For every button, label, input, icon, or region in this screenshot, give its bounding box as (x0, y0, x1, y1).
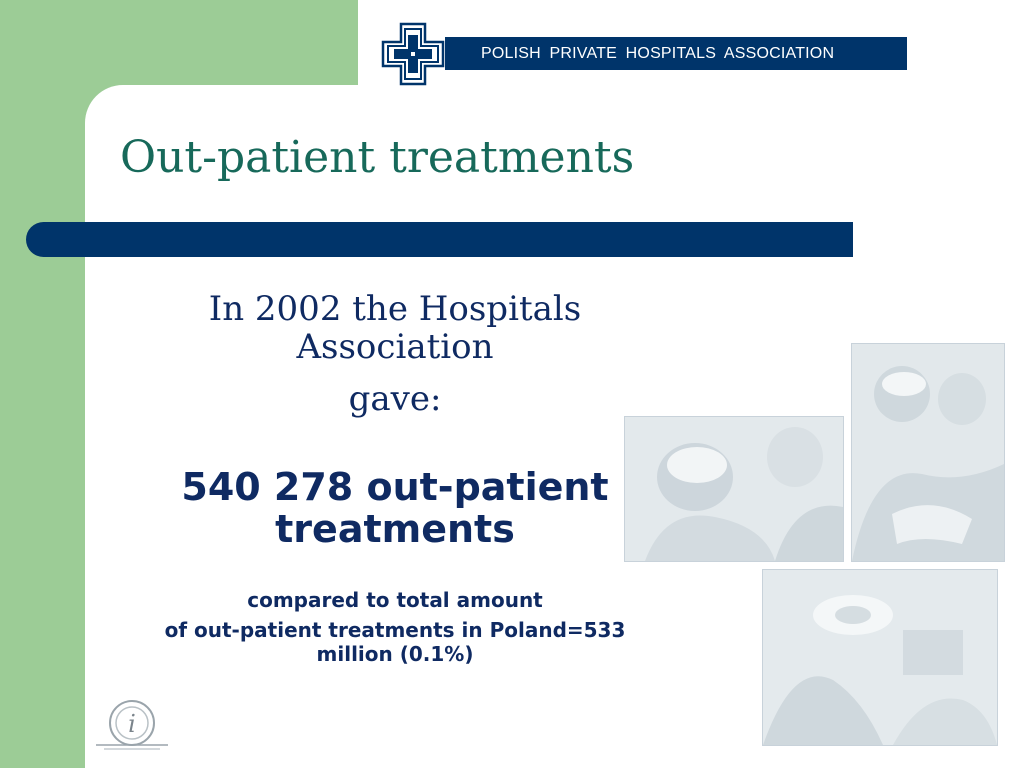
statistic-line-1: 540 278 out-patient (181, 465, 609, 509)
comparison-line-2: of out-patient treatments in Poland=533 (164, 618, 626, 642)
cross-logo-icon (381, 22, 445, 86)
slide-title: Out-patient treatments (120, 132, 635, 183)
slide-body (100, 290, 690, 666)
comparison-line-3: million (0.1%) (316, 642, 474, 666)
info-icon[interactable] (96, 697, 168, 753)
intro-line-3: gave: (348, 379, 442, 419)
intro-line-2: Association (296, 327, 494, 367)
operating-room-photo (762, 569, 998, 746)
svg-text:i: i (128, 710, 136, 738)
statistic-line-2: treatments (275, 507, 515, 551)
title-underline-bar (26, 222, 853, 257)
surgeons-photo-left (624, 416, 844, 562)
intro-line-1: In 2002 the Hospitals (208, 289, 582, 329)
header-banner (381, 22, 907, 80)
organization-name: POLISH PRIVATE HOSPITALS ASSOCIATION (481, 45, 835, 62)
surgeons-photo-right (851, 343, 1005, 562)
comparison-line-1: compared to total amount (247, 588, 543, 612)
